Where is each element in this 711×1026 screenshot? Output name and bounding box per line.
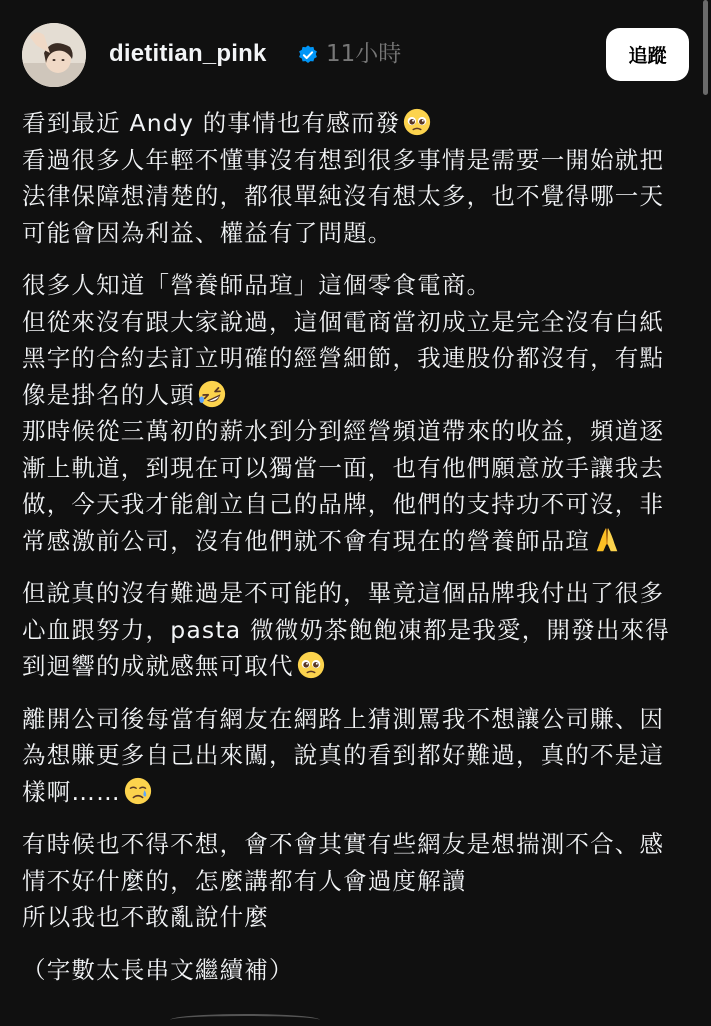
post-text-line: 心血跟努力，pasta 微微奶茶飽飽凍都是我愛，開發出來得 bbox=[22, 615, 670, 644]
post-text-line: 做，今天我才能創立自己的品牌，他們的支持功不可沒，非 bbox=[22, 490, 665, 518]
username[interactable]: dietitian_pink bbox=[109, 40, 267, 67]
post-text-line: （字數太長串文繼續補） bbox=[22, 955, 294, 984]
paragraph-gap bbox=[22, 559, 682, 575]
pleading-face-emoji-icon bbox=[296, 650, 326, 680]
post-text-line bbox=[22, 105, 682, 142]
post-text: 樣啊…… bbox=[22, 777, 121, 806]
avatar-image bbox=[22, 23, 86, 87]
post-text-line: 很多人知道「營養師品瑄」這個零食電商。 bbox=[22, 271, 492, 299]
post-text-line bbox=[22, 648, 682, 685]
timestamp: 11小時 bbox=[326, 41, 402, 67]
rofl-emoji-icon bbox=[197, 379, 227, 409]
paragraph-gap bbox=[22, 685, 682, 701]
follow-button[interactable]: 追蹤 bbox=[606, 28, 689, 81]
scrollbar[interactable] bbox=[703, 0, 708, 95]
post-body bbox=[22, 105, 682, 988]
post-text-line: 可能會因為利益、權益有了問題。 bbox=[22, 218, 393, 247]
post-text: 到迴響的成就感無可取代 bbox=[22, 652, 294, 680]
post-text: 像是掛名的人頭 bbox=[22, 380, 195, 409]
avatar[interactable] bbox=[22, 23, 86, 87]
paragraph-gap bbox=[22, 251, 682, 267]
post-text-line: 為想賺更多自己出來闖，說真的看到都好難過，真的不是這 bbox=[22, 741, 665, 769]
post-text-line: 法律保障想清楚的，都很單純沒有想太多，也不覺得哪一天 bbox=[22, 182, 665, 210]
paragraph-gap bbox=[22, 810, 682, 826]
post-text: 常感激前公司，沒有他們就不會有現在的營養師品瑄 bbox=[22, 526, 591, 555]
post-text-line: 所以我也不敢亂說什麼 bbox=[22, 903, 269, 931]
post-text-line: 但從來沒有跟大家說過，這個電商當初成立是完全沒有白紙 bbox=[22, 307, 665, 336]
post-text-line bbox=[22, 523, 682, 560]
crying-face-emoji-icon bbox=[123, 776, 153, 806]
pleading-face-emoji-icon bbox=[402, 107, 432, 137]
paragraph-gap bbox=[22, 936, 682, 952]
post-text: 看到最近 Andy 的事情也有感而發 bbox=[22, 109, 401, 137]
post-text-line: 漸上軌道，到現在可以獨當一面，也有他們願意放手讓我去 bbox=[22, 453, 665, 482]
post-text-line: 那時候從三萬初的薪水到分到經營頻道帶來的收益，頻道逐 bbox=[22, 417, 665, 445]
post-text-line: 看過很多人年輕不懂事沒有想到很多事情是需要一開始就把 bbox=[22, 145, 665, 174]
post-text-line: 黑字的合約去訂立明確的經營細節，我連股份都沒有，有點 bbox=[22, 344, 665, 372]
post-text-line: 離開公司後每當有網友在網路上猜測罵我不想讓公司賺、因 bbox=[22, 704, 665, 733]
next-post-edge bbox=[170, 1014, 320, 1026]
post-text-line bbox=[22, 377, 682, 414]
post-text-line bbox=[22, 774, 682, 811]
post-text-line: 有時候也不得不想，會不會其實有些網友是想揣測不合、感 bbox=[22, 830, 665, 858]
folded-hands-emoji-icon bbox=[592, 525, 622, 555]
verified-badge-icon bbox=[297, 44, 319, 66]
post-header bbox=[0, 0, 711, 108]
post-text-line: 情不好什麼的，怎麼講都有人會過度解讀 bbox=[22, 866, 467, 895]
post-text-line: 但說真的沒有難過是不可能的，畢竟這個品牌我付出了很多 bbox=[22, 579, 665, 607]
